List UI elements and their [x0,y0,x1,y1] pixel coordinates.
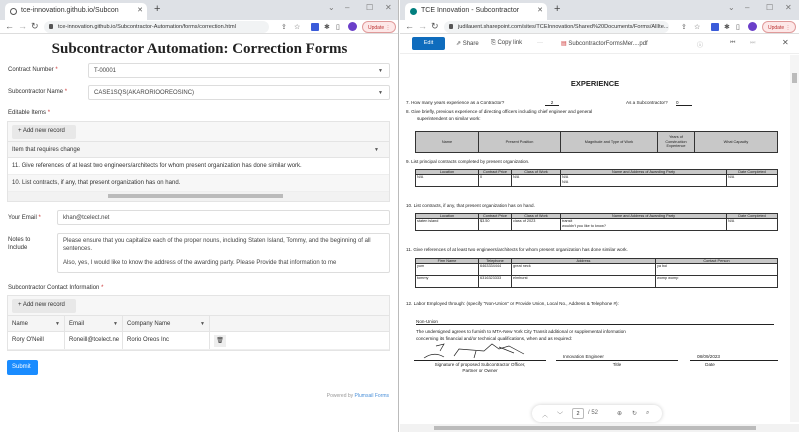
scrollbar-thumb[interactable] [434,426,756,430]
contract-number-label: Contract Number * [8,67,58,73]
share-button[interactable]: ⇗ Share [456,41,479,47]
grid-header [8,142,389,158]
tab-bar [400,0,799,20]
q7-text: 7. How many years experience as a Contractor? [406,100,505,105]
current-contracts-table: Location Contract Price Class of Work Name and Address of Awarding Party Date Completed staten island $3.50 class of 2023 transit wouldn't you like to know? N/A [415,213,778,231]
table-row[interactable]: 10. List contracts, if any, that present organization has on hand. [8,175,389,192]
cell-company[interactable]: Rorio Oreos Inc [123,332,210,349]
q7b-value: 0 [676,100,692,106]
grid-toolbar [8,122,389,142]
info-icon[interactable]: ⓘ [697,43,704,49]
signature-label-cont: Partner or Owner [462,368,498,373]
reload-icon[interactable]: ↻ [31,21,39,31]
pdf-icon: ▤ [561,41,567,47]
undersigned-text-cont: concerning its financial and/or technical qualifications, when and as required: [416,336,573,341]
file-name: ▤ SubcontractorFormsMer....pdf [561,41,648,47]
page-number-input[interactable]: 2 [572,408,584,419]
tab-title: tce-innovation.github.io/Subcon [21,7,119,14]
back-icon[interactable]: ← [5,21,14,31]
q11-text: 11. Give references of at least two engineers/architects for whom present organization has done similar work. [406,247,628,252]
pdf-page [400,55,790,422]
search-icon[interactable]: ⌕ [646,410,650,416]
more-button[interactable]: ··· [537,40,543,46]
share-icon[interactable]: ⇪ [281,24,287,31]
browser-tab[interactable] [5,3,147,20]
title-value: Innovation Engineer [563,354,604,359]
editable-items-label: Editable Items * [8,110,51,116]
title-label: Title [612,362,622,367]
contract-number-select[interactable] [88,63,390,78]
table-row[interactable] [8,332,389,350]
profile-avatar[interactable] [748,22,757,31]
lock-icon [449,24,453,29]
close-window-button[interactable]: ✕ [785,3,792,12]
rotate-icon[interactable]: ↻ [632,411,638,417]
extension-icon[interactable] [711,23,719,31]
pdf-heading: EXPERIENCE [570,79,620,88]
page-total: / 52 [588,410,599,416]
maximize-button[interactable]: ☐ [766,3,774,12]
forward-icon[interactable]: → [18,21,27,31]
url-text: judilauent.sharepoint.com/sites/TCEInnovation/Shared%20Documents/Forms/AllIte... [458,24,669,30]
sidepanel-icon[interactable]: ▯ [336,24,340,31]
q10-text: 10. List contracts, if any, that present organization has on hand. [406,203,535,208]
q12-text: 12. Labor Employed through: (specify "Non-Union" or Provide Union, Local No., Address & Telephone #): [406,301,619,306]
right-browser-window [400,0,799,432]
share-icon[interactable]: ⇪ [681,24,687,31]
submit-button[interactable]: Submit [7,360,38,375]
signature-image [414,342,534,360]
extension-icon[interactable] [311,23,319,31]
new-tab-button[interactable]: + [154,3,161,15]
next-file-icon[interactable]: ⏭ [750,40,756,46]
browser-tab[interactable] [405,3,547,20]
add-record-button[interactable]: + Add new record [12,125,76,139]
minimize-button[interactable]: – [345,3,350,12]
close-tab-icon[interactable]: ✕ [137,7,143,14]
q7-value: 2 [545,100,559,106]
star-icon[interactable]: ☆ [294,24,301,31]
notes-textarea[interactable] [57,233,390,273]
date-label: Date [705,362,715,367]
copy-link-button[interactable]: ⎘ Copy link [491,40,523,46]
next-page-icon[interactable]: ﹀ [557,413,564,419]
back-icon[interactable]: ← [405,21,414,31]
grid-header [8,316,389,332]
plumsail-link[interactable]: Plumsail Forms [354,393,389,399]
q8-text-cont: superintendent on similar work: [417,116,481,121]
header-label: Name [12,321,29,327]
close-tab-icon[interactable]: ✕ [537,7,543,14]
undersigned-text: The undersigned agrees to furnish to MTA-New York City Transit additional or supplemental information [416,329,626,334]
select-value: CASE1SQS(AKARORIOOREOSINC) [94,90,195,96]
viewer-toolbar [400,34,799,54]
cell-email[interactable]: Roneill@tcelect.ne [65,332,123,349]
chevron-down-icon: ▼ [378,90,383,96]
page-navigation-bar [532,405,662,422]
subcontractor-name-select[interactable] [88,85,390,100]
contact-info-label: Subcontractor Contact Information * [8,285,104,291]
update-label: Update [368,25,385,31]
cell-name[interactable]: Rory O'Neill [8,332,65,349]
filter-icon[interactable]: ▼ [374,147,379,153]
puzzle-icon[interactable]: ✱ [724,24,730,31]
address-bar-row [400,20,799,34]
puzzle-icon[interactable]: ✱ [324,24,330,31]
page-title: Subcontractor Automation: Correction Forms [51,41,348,57]
label-text: Subcontractor Contact Information [8,285,100,291]
filter-icon[interactable]: ▼ [200,321,205,327]
close-viewer-icon[interactable]: ✕ [782,38,789,47]
column-header[interactable]: Item that requires change [12,147,81,153]
left-browser-window [0,0,399,432]
tab-title: TCE Innovation - Subcontractor [421,7,520,14]
column-header-company[interactable] [123,316,210,331]
url-bar[interactable] [44,21,269,33]
table-row[interactable]: 11. Give references of at least two engineers/architects for whom present organization has done similar work. [8,158,389,175]
notes-line: Also, yes, I would like to know the address of the awarding party. Please Provide that information to me [63,260,337,266]
completed-contracts-table: Location Contract Price Class of Work Name and Address of Awarding Party Date Completed N/A 0 N/A N/A N/A N/A [415,169,778,187]
filter-icon[interactable]: ▼ [55,321,60,327]
reload-icon[interactable]: ↻ [431,21,439,31]
label-text: Your Email [8,215,37,221]
address-bar-row [0,20,398,34]
sharepoint-icon [410,8,417,15]
contacts-grid [7,295,390,351]
chevron-down-icon: ▼ [378,68,383,74]
maximize-button[interactable]: ☐ [366,3,374,12]
scrollbar-thumb[interactable] [792,73,797,83]
zoom-in-icon[interactable]: ⊕ [617,411,623,417]
url-bar[interactable] [444,21,669,33]
horizontal-scrollbar[interactable] [400,424,799,432]
label-text: Editable Items [8,110,47,116]
update-button[interactable]: Update ⋮ [762,21,796,33]
tab-search-icon[interactable]: ⌄ [728,3,735,12]
references-table: Firm Name Telephone Address Contact Person yum 6463334444 great neck ya boi tommy 6316323333 elmhurst womp womp [415,258,778,288]
previous-page-icon[interactable]: ︿ [542,413,549,419]
filter-icon[interactable]: ▼ [113,321,118,327]
edit-button[interactable]: Edit [412,37,445,50]
q9-text: 9. List principal contracts completed by present organization. [406,159,530,164]
notes-line: Please ensure that you capitalize each of the proper nouns, including Staten Island, Tommy, and the beginning of all sentences. [63,238,371,252]
lock-icon [49,24,53,29]
officers-table: Name Present Position Magnitude and Type of Work Years of Construction Experience What Capacity [415,131,778,153]
close-window-button[interactable]: ✕ [385,3,392,12]
profile-avatar[interactable] [348,22,357,31]
update-label: Update [768,25,785,31]
scrollbar-thumb[interactable] [108,194,283,198]
tab-bar [0,0,398,20]
star-icon[interactable]: ☆ [694,24,701,31]
trash-icon[interactable]: 🗑 [214,335,226,347]
sidepanel-icon[interactable]: ▯ [736,24,740,31]
add-record-button[interactable]: + Add new record [12,299,76,313]
globe-icon [10,8,17,15]
notes-label: Notes to Include [8,237,31,251]
grid-toolbar [8,296,389,316]
header-label: Company Name [127,321,171,327]
label-text: Subcontractor Name [8,89,64,95]
forward-icon[interactable]: → [418,21,427,31]
update-button[interactable]: Update ⋮ [362,21,396,33]
labor-value: Non-Union [416,319,774,325]
tab-search-icon[interactable]: ⌄ [328,3,335,12]
url-text: tce-innovation.github.io/Subcontractor-Automation/forms/correction.html [58,24,236,30]
email-input[interactable]: khan@tcelect.net [57,210,390,225]
header-label: Email [69,321,85,327]
new-tab-button[interactable]: + [554,3,561,15]
powered-by [327,393,389,399]
minimize-button[interactable]: – [745,3,750,12]
editable-items-grid [7,121,390,202]
subcontractor-name-label: Subcontractor Name * [8,89,68,95]
q7b-text: As a Subcontractor? [626,100,668,105]
powered-text: Powered by [326,393,354,399]
signature-label: Signature of proposed Subcontractor Officer, [434,362,526,367]
email-label: Your Email * [8,215,41,221]
horizontal-scrollbar[interactable] [8,192,389,201]
date-value: 08/09/2023 [697,354,720,359]
vertical-scrollbar[interactable] [790,55,799,422]
previous-file-icon[interactable]: ⏮ [730,40,736,46]
q8-text: 8. Give briefly, previous experience of directing officers including chief engineer and general [406,109,593,114]
label-text: Contract Number [8,67,54,73]
select-value: T-00001 [94,68,117,74]
